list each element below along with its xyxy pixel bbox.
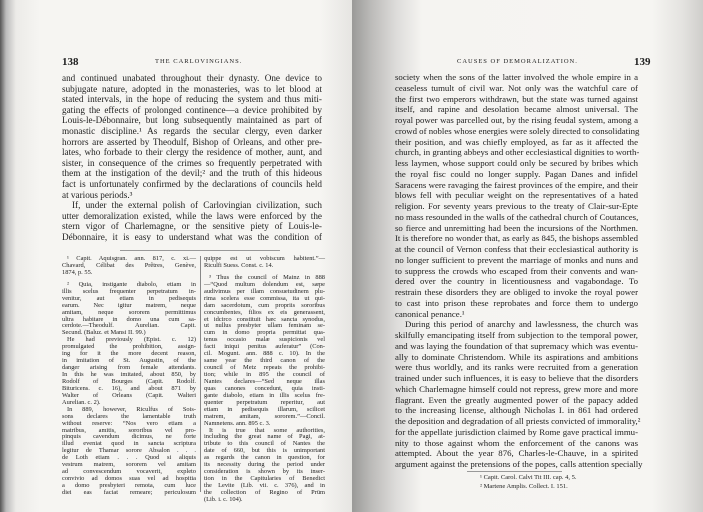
footnote-line: legitur de Thamar sorore Absalon . . .: [62, 447, 196, 455]
text-line: restrain these disorders they are obliged to invoke the royal power: [395, 287, 638, 297]
text-line: sister, in consequence of the crimes so frequently perpetrated with: [62, 157, 322, 168]
body-text: [395, 72, 643, 470]
text-line: flagrant. Even the greatly augmented power of the papacy added: [395, 394, 638, 405]
footnote-line: convivio ad domos suas vel ad hospitia: [62, 475, 196, 483]
footnote-line: date of 660, but this is unimportant: [204, 447, 325, 455]
text-line: no longer sufficient to prevent the marriage of monks and nuns and: [395, 254, 638, 265]
footnotes-column-2: [204, 256, 325, 504]
footnote-line: tion; while in 895 the council of: [204, 371, 325, 378]
text-line: royal power was parcelled out, by the rising feudal system, among a: [395, 115, 638, 125]
footnote-line: a domo presbyteri remota, cum luce: [62, 482, 196, 489]
footnote-line: vestrum matrem, sororem vel amitam: [62, 461, 196, 469]
text-line: blows fell with peculiar weight on the representatives of a hated: [395, 190, 638, 201]
footnote-line: illud eveniat quod in sancta scriptura: [62, 440, 196, 448]
footnote-line: dam sacerdotum, cum propriis sororibus: [204, 301, 325, 309]
footnote-line: matribus, amitis, sororibus vel pro-: [62, 426, 196, 434]
text-line: nity to those against whom the enforcement of the canons was: [395, 437, 638, 448]
footnote-line: tenus occasio malæ suspicionis vel: [204, 336, 325, 344]
text-line: were thus worldly, and its ranks were recruited from a generation: [395, 362, 638, 373]
footnote-line: the Levite (Lib. vii. c. 376), and in: [204, 482, 325, 489]
text-line: to the increasing license, although Nicholas I. in 861 had ordered: [395, 405, 638, 416]
footnote-line: without reserve: “Nos vero etiam a: [62, 419, 196, 427]
footnote-line: pinquis cavendum dicimus, ne forte: [62, 433, 196, 441]
text-line: no mass resounded in the walls of the cathedral church of Coutances,: [395, 211, 639, 222]
footnote-line: In this he was imitated, about 850, by: [62, 371, 196, 378]
text-line: itself, and rapine and desolation became almost universal. The: [395, 104, 638, 115]
footnote-line: concumbentes, filios ex eis generassent,: [204, 308, 325, 316]
text-line: society when the sons of the latter involved the whole empire in a: [395, 72, 638, 82]
footnote-line: ² Quia, instigante diabolo, etiam in: [67, 280, 196, 288]
footnote-line: same year the third canon of the: [204, 357, 325, 365]
footnote-line: gante diabolo, etiam in illis scelus fre-: [204, 391, 325, 399]
footnote-line: ad convescendum vocaverit, expleto: [62, 468, 196, 476]
footnote-line: rima scelera esse commissa, ita ut qui-: [204, 294, 325, 302]
text-line: at the council of Vernon confess that their ecclesiastical authority is: [395, 244, 638, 254]
text-line: less laymen, whose support could only be secured by bribes which: [395, 158, 638, 168]
footnote-line: quas canones concedunt, quia insti-: [204, 384, 325, 392]
text-line: lates, who forbade to their clergy the residence of mother, aunt, and: [62, 147, 322, 158]
text-line: crowd of nobles whose energies were solely directed to consolidating: [395, 125, 640, 136]
footnote-line: sons declares the lamentable truth: [62, 412, 196, 420]
text-line: so fierce and unremitting had been the incursions of the Northmen.: [395, 222, 638, 233]
footnote-line: in imitation of St. Augustin, of the: [62, 357, 196, 365]
footnote-line: illis scelus frequenter perpetratum in-: [62, 287, 196, 295]
footnote-line: amitam, neque sororem permittimus: [62, 308, 196, 316]
text-line: Louis-le-Débonnaire, but long subsequently maintained as part of: [62, 115, 322, 126]
text-line: to suppress the crowds who escaped from their convents and wan-: [395, 265, 638, 276]
text-line: ceaseless tumult of civil war. Not only was the watchful care of: [395, 82, 638, 93]
footnote-line: matrem, amitam, sororem.”—Concil.: [204, 412, 325, 420]
text-line: ally to dominate Christendom. While its aspirations and ambitions: [395, 351, 638, 362]
footnote-line: as regards the canon in question, for: [204, 454, 325, 462]
footnote-line: Secund. (Baluz. et Mansi II. 99.): [62, 329, 146, 337]
footnote-line: facti iniqui penitus auferatur” (Con-: [204, 343, 325, 351]
text-line: trained under such influences, it is easy to believe that the disorders: [395, 373, 638, 383]
footnote-1: ¹ Capit. Carol. Calvi Tit III. cap. 4, 5.: [480, 474, 577, 481]
text-line: stern vigor of Charlemagne, or the sensitive piety of Louis-le-: [62, 221, 322, 232]
text-line: the deposition and degradation of all priests convicted of immorality,²: [395, 416, 641, 426]
page-number: 138: [62, 56, 79, 68]
text-line: During this period of anarchy and lawlessness, the church was: [405, 319, 638, 330]
page-number: 139: [634, 56, 651, 68]
text-line: religion. For seventy years previous to the treaty of Clair-sur-Epte: [395, 201, 638, 211]
text-line: argument against the pretensions of the popes, calls attention specially: [395, 459, 643, 469]
text-line: at various periods.³: [62, 189, 133, 200]
text-line: stated intervals, in the hope of reducing the system and thus miti-: [62, 94, 322, 105]
text-line: monastic discipline.¹ As regards the secular clergy, even darker: [62, 125, 322, 136]
footnote-line: tribute to this council of Nantes the: [204, 440, 325, 448]
footnote-line: He had previously (Epist. c. 12): [67, 336, 196, 344]
footnote-line: council of Metz repeats the prohibi-: [204, 364, 325, 372]
footnote-rule: [120, 250, 280, 251]
footnote-line: Aurelian. c. 2).: [62, 398, 101, 406]
footnote-line: Rodolf of Bourges (Capit. Rodolf.: [62, 377, 196, 385]
footnote-line: etiam in pedisequis illarum, scilicet: [204, 405, 325, 413]
footnote-line: Bituricens. c. 16), and about 871 by: [62, 384, 196, 392]
text-line: It is therefore no wonder that, as early as 845, the bishops assembled: [395, 233, 638, 244]
footnote-line: danger arising from female attendants.: [62, 364, 196, 372]
footnote-2: ² Martene Amplis. Collect. I. 151.: [480, 483, 568, 490]
footnote-line: cum in domo propria permittat qua-: [204, 329, 325, 337]
footnote-line: cil. Mogunt. ann. 888 c. 10). In the: [204, 350, 325, 358]
running-head: THE CARLOVINGIANS.: [155, 58, 243, 65]
text-line: dered over the country in licentiousness and vagabondage. To: [395, 276, 638, 287]
text-line: If, under the external polish of Carlovingian civilization, such: [72, 200, 322, 211]
text-line: to cast into prison these reprobates and force them to undergo: [395, 297, 638, 308]
footnote-line: ing for it the more decent reason,: [62, 350, 196, 358]
footnote-line: de Loth etiam . . . Quod si aliquis: [62, 454, 196, 462]
footnote-line: et idcirco constituit hæc sancta synodus,: [204, 315, 325, 323]
footnote-line: Riculfi Suess. Const. c. 14.: [204, 261, 274, 269]
right-page: [352, 0, 703, 512]
footnote-line: earum. Nec igitur matrem, neque: [62, 301, 196, 309]
column-divider: [200, 256, 201, 492]
text-line: horrors are asserted by Theodulf, Bishop of Orleans, and other pre-: [62, 136, 322, 147]
footnote-line: including the great name of Pagi, at-: [204, 433, 325, 441]
text-line: attempted. About the year 876, Charles-le-Chauve, in a spirited: [395, 448, 638, 459]
text-line: which Charlemagne himself could not repress, grew more and more: [395, 383, 638, 394]
text-line: gating the effects of prolonged continence—a device prohibited by: [62, 104, 322, 115]
footnote-line: its necessity during the period under: [204, 461, 325, 469]
text-line: for the appellate jurisdiction claimed by Rome gave practical immu-: [395, 426, 638, 437]
footnote-line: the collection of Regino of Prüm: [204, 488, 325, 496]
text-line: Débonnaire, it is easy to understand what was the condition of: [62, 231, 322, 242]
text-line: Saracens were ravaging the fairest provinces of the empire, and their: [395, 179, 638, 190]
footnote-line: It is true that some authorities,: [209, 426, 325, 434]
footnote-line: venitur, aut etiam in pedisequis: [62, 294, 196, 302]
footnote-line: Chavard, Célibat des Prêtres, Genève,: [62, 261, 196, 269]
footnotes-column-1: [62, 256, 196, 497]
footnote-line: quippe est ut vobiscum habitent.”—: [204, 255, 325, 262]
text-line: the first two emperors withdrawn, but the state was turned against: [395, 93, 638, 104]
body-text: [62, 73, 322, 243]
text-line: utter demoralization existed, while the laws were enforced by the: [62, 210, 322, 221]
text-line: and was laying the foundation of that supremacy which was eventu-: [395, 340, 638, 351]
footnote-line: audivimus per illam consuetudinem plu-: [204, 287, 325, 295]
footnote-line: In 889, however, Riculfus of Sois-: [67, 405, 196, 413]
footnote-line: ultra habitare in domo una cum sa-: [62, 315, 196, 323]
footnote-line: Namnetens. ann. 895 c. 3.: [204, 419, 271, 427]
text-line: and continued unabated throughout their dynasty. One device to: [62, 73, 322, 83]
text-line: skilfully emancipating itself from subjection to the temporal power,: [395, 330, 638, 340]
footnote-line: Nantes declares—“Sed neque illas: [204, 377, 325, 385]
text-line: them at the instigation of the devil;² and the truth of this hideous: [62, 168, 322, 179]
footnote-line: promulgated the prohibition, assign-: [62, 343, 196, 351]
footnote-line: ³ Thus the council of Mainz in 888: [209, 273, 325, 281]
running-head: CAUSES OF DEMORALIZATION.: [457, 58, 578, 65]
text-line: subjugate nature, adopted in the monasteries, was to let blood at: [62, 83, 322, 94]
text-line: their position, and was chiefly employed, as far as it affected the: [395, 136, 638, 147]
text-line: canonical penance.¹: [395, 308, 465, 319]
footnote-rule: [467, 471, 562, 472]
footnote-line: quenter perpetratum reperitur, aut: [204, 398, 325, 406]
footnote-line: Walter of Orleans (Capit. Walteri: [62, 391, 196, 399]
footnote-line: ut nullus presbyter ullam feminam se-: [204, 322, 325, 330]
footnote-line: —“Quod multum dolendum est, sæpe: [204, 280, 325, 288]
footnote-line: consideration is shown by its inser-: [204, 468, 325, 476]
footnote-line: cerdote.—Theodulf. Aurelian. Capit.: [62, 322, 196, 330]
footnote-line: ¹ Capit. Aquisgran. ann. 817, c. xi.—: [67, 255, 196, 262]
footnote-line: diei eas faciat remeare; periculosum: [62, 488, 196, 496]
text-line: fact is unfortunately confirmed by the declarations of councils held: [62, 178, 322, 189]
footnote-line: tion in the Capitularies of Benedict: [204, 475, 325, 483]
footnote-line: 1874, p. 55.: [62, 268, 93, 276]
text-line: the royal fisc could no longer supply. Pagan Danes and infidel: [395, 168, 638, 179]
text-line: church, in granting abbeys and other ecclesiastical dignities to worth-: [395, 147, 640, 158]
footnote-line: (Lib. i. c. 104).: [204, 495, 243, 503]
